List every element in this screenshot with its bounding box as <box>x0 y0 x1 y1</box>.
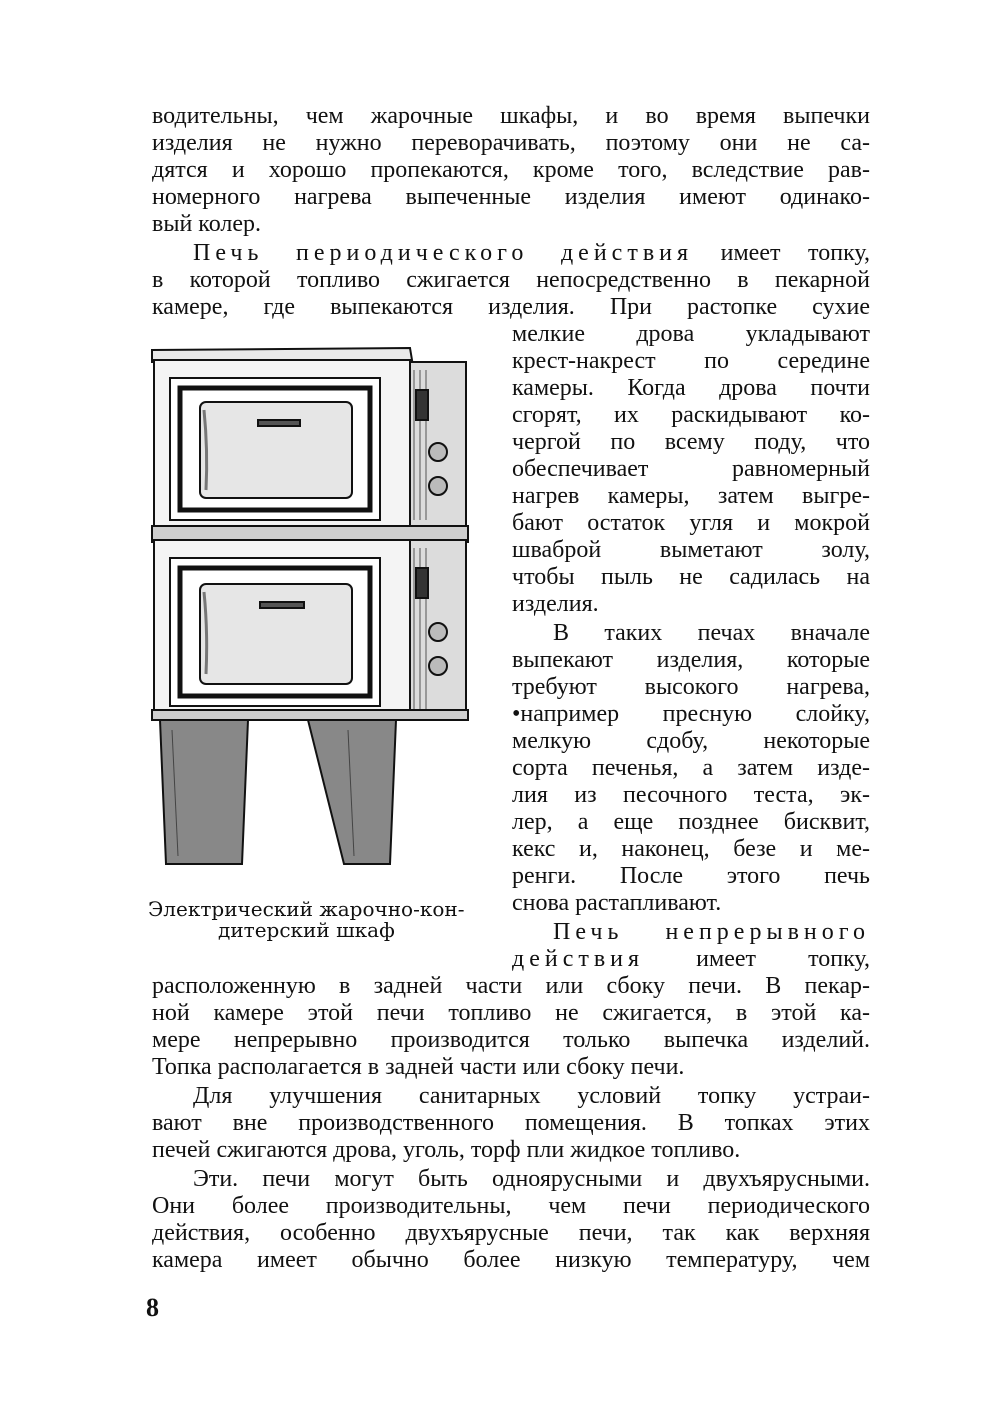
figure-caption-line-2: дитерский шкаф <box>218 918 395 942</box>
lower-handle <box>260 602 304 608</box>
text-line: действия, особенно двухъярусные печи, так как верхняя <box>152 1220 870 1246</box>
text-line: Эти. печи могут быть одноярусными и двухъярусными. <box>193 1166 870 1192</box>
text-line: вают вне производственного помещения. В топках этих <box>152 1110 870 1136</box>
text-line: водительны, чем жарочные шкафы, и во время выпечки <box>152 103 870 129</box>
oven-illustration <box>148 340 476 872</box>
text-line: мере непрерывно производится только выпечка изделий. <box>152 1027 870 1053</box>
term-continuous-oven: Печь непрерывного <box>553 919 870 945</box>
lower-knob-1 <box>429 623 447 641</box>
text-line: ной камере этой печи топливо не сжигается, в этой ка- <box>152 1000 870 1026</box>
text-line: камера имеет обычно более низкую температуру, чем <box>152 1247 870 1273</box>
text-line: мелкую сдобу, некоторые <box>512 728 870 754</box>
text-line: печей сжигаются дрова, уголь, торф пли жидкое топливо. <box>152 1137 741 1163</box>
right-leg <box>308 720 396 864</box>
text-line: номерного нагрева выпеченные изделия имеют одинако- <box>152 184 870 210</box>
text-line: изделия не нужно переворачивать, поэтому они не са- <box>152 130 870 156</box>
text-line: В таких печах вначале <box>553 620 870 646</box>
text-line: расположенную в задней части или сбоку печи. В пекар- <box>152 973 870 999</box>
figure-caption-line-1: Электрический жарочно-кон- <box>148 897 465 921</box>
text-line: в которой топливо сжигается непосредственно в пекарной <box>152 267 870 293</box>
term-periodic-oven: Печь периодического действия <box>193 240 694 266</box>
text-line: крест-накрест по середине <box>512 348 870 374</box>
page-number: 8 <box>146 1293 159 1322</box>
text-line: мелкие дрова укладывают <box>512 321 870 347</box>
upper-window <box>200 402 352 498</box>
text-line: снова растапливают. <box>512 890 722 916</box>
text-fragment: имеет топку, <box>693 240 870 266</box>
text-line: ренги. После этого печь <box>512 863 870 889</box>
text-line: выпекают изделия, которые <box>512 647 870 673</box>
text-line <box>193 240 870 267</box>
upper-knob-1 <box>429 443 447 461</box>
left-leg <box>160 720 248 864</box>
text-line: бают остаток угля и мокрой <box>512 510 870 536</box>
text-line: изделия. <box>512 591 599 617</box>
text-line: сгорят, их раскидывают ко- <box>512 402 870 428</box>
text-line: камере, где выпекаются изделия. При растопке сухие <box>152 294 870 320</box>
text-line: •например пресную слойку, <box>512 701 870 727</box>
upper-switch-block <box>416 390 428 420</box>
text-line: лер, а еще позднее бисквит, <box>512 809 870 835</box>
lower-knob-2 <box>429 657 447 675</box>
term-action: действия <box>512 946 645 972</box>
text-line: обеспечивает равномерный <box>512 456 870 482</box>
text-line: Для улучшения санитарных условий топку устраи- <box>193 1083 870 1109</box>
text-line: Топка располагается в задней части или сбоку печи. <box>152 1054 685 1080</box>
text-fragment: имеет топку, <box>696 946 870 972</box>
text-line: чтобы пыль не садилась на <box>512 564 870 590</box>
text-line: чергой по всему поду, что <box>512 429 870 455</box>
text-line: камеры. Когда дрова почти <box>512 375 870 401</box>
text-line: Они более производительны, чем печи периодического <box>152 1193 870 1219</box>
text-line: нагрев камеры, затем выгре- <box>512 483 870 509</box>
lower-window <box>200 584 352 684</box>
text-line: шваброй выметают золу, <box>512 537 870 563</box>
lower-switch-block <box>416 568 428 598</box>
text-line <box>512 946 870 973</box>
base-plate <box>152 710 468 720</box>
text-line: кекс и, наконец, безе и ме- <box>512 836 870 862</box>
upper-knob-2 <box>429 477 447 495</box>
text-line: вый колер. <box>152 211 262 237</box>
text-line: сорта печенья, а затем изде- <box>512 755 870 781</box>
upper-handle <box>258 420 300 426</box>
text-line: требуют высокого нагрева, <box>512 674 870 700</box>
text-line: лия из песочного теста, эк- <box>512 782 870 808</box>
text-line: дятся и хорошо пропекаются, кроме того, вследствие рав- <box>152 157 870 183</box>
